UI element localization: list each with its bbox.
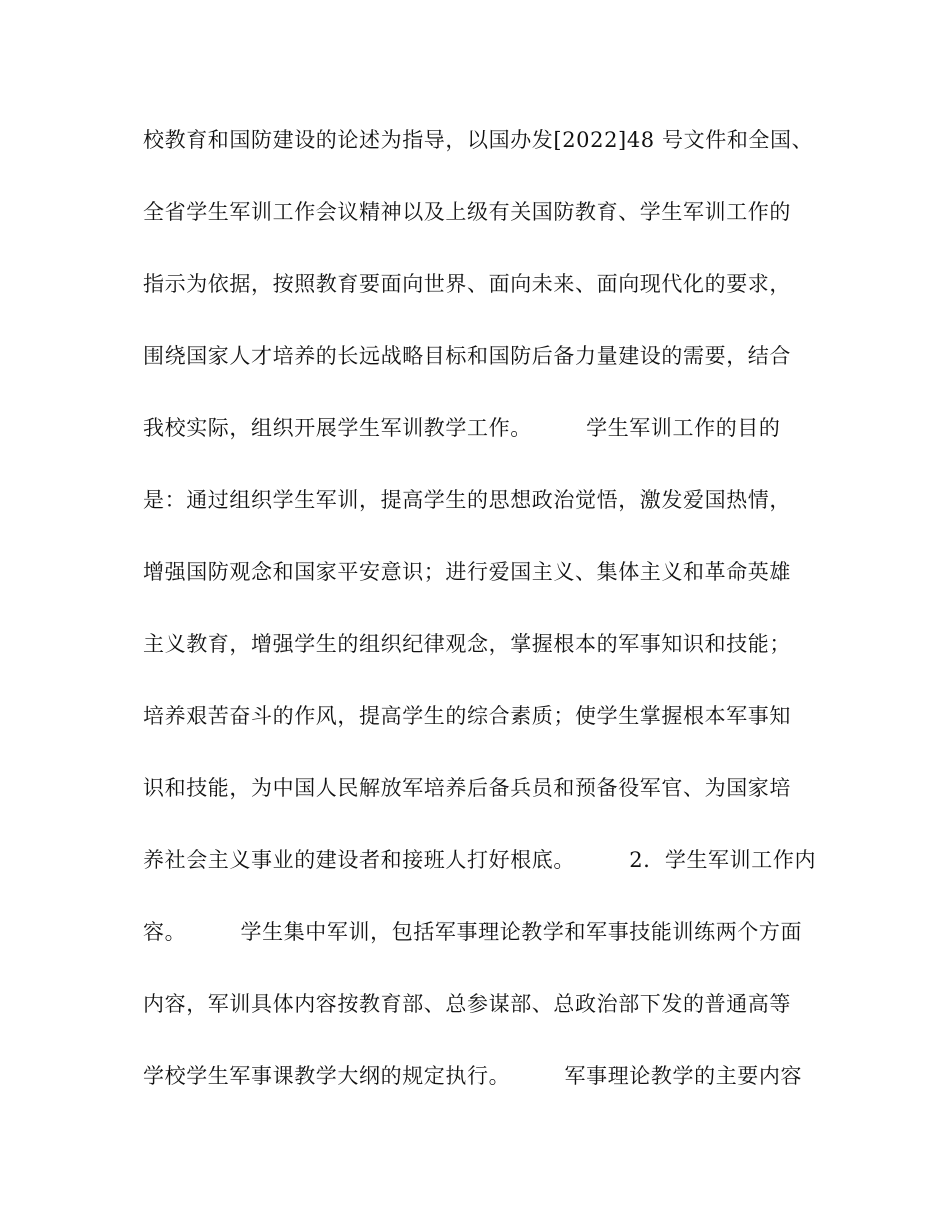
text-line: 指示为依据，按照教育要面向世界、面向未来、面向现代化的要求，: [143, 272, 791, 296]
text-line: 养社会主义事业的建设者和接班人打好根底。 2．学生军训工作内: [143, 848, 817, 872]
text-line: 我校实际，组织开展学生军训教学工作。 学生军训工作的目的: [143, 416, 781, 440]
text-line: 围绕国家人才培养的长远战略目标和国防后备力量建设的需要，结合: [143, 344, 791, 368]
text-line: 全省学生军训工作会议精神以及上级有关国防教育、学生军训工作的: [143, 200, 791, 224]
text-line: 识和技能，为中国人民解放军培养后备兵员和预备役军官、为国家培: [143, 776, 791, 800]
text-line: 校教育和国防建设的论述为指导，以国办发[2022]48 号文件和全国、: [143, 128, 814, 152]
body-text: [143, 118, 823, 1126]
text-line: 主义教育，增强学生的组织纪律观念，掌握根本的军事知识和技能；: [143, 632, 791, 656]
text-line: 内容，军训具体内容按教育部、总参谋部、总政治部下发的普通高等: [143, 992, 791, 1016]
text-line: 容。 学生集中军训，包括军事理论教学和军事技能训练两个方面: [143, 920, 803, 944]
text-line: 培养艰苦奋斗的作风，提高学生的综合素质；使学生掌握根本军事知: [143, 704, 791, 728]
text-line: 学校学生军事课教学大纲的规定执行。 军事理论教学的主要内容: [143, 1064, 803, 1088]
text-line: 是：通过组织学生军训，提高学生的思想政治觉悟，激发爱国热情，: [143, 488, 791, 512]
text-line: 增强国防观念和国家平安意识；进行爱国主义、集体主义和革命英雄: [143, 560, 791, 584]
